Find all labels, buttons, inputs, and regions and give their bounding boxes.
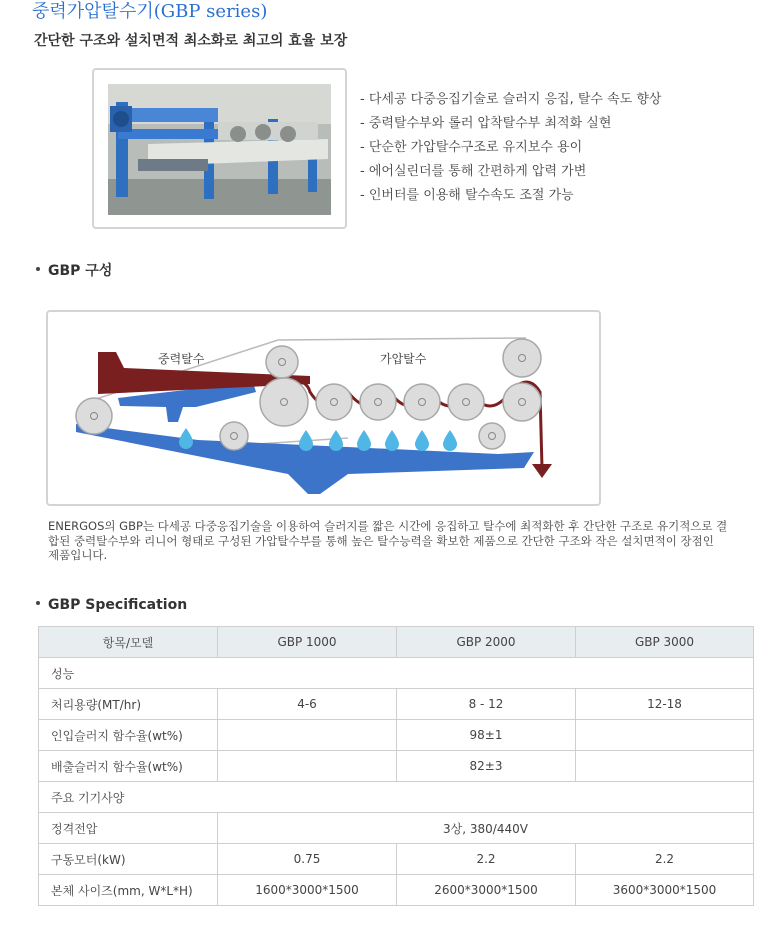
table-cell bbox=[218, 720, 397, 751]
row-label: 인입슬러지 함수율(wt%) bbox=[39, 720, 218, 751]
performance-group-label: 성능 bbox=[39, 658, 754, 689]
bullet-icon bbox=[36, 267, 40, 271]
table-row bbox=[39, 782, 754, 813]
table-cell: 2.2 bbox=[397, 844, 576, 875]
water-drop-icon bbox=[299, 430, 313, 451]
table-row bbox=[39, 875, 754, 906]
discharge-arrow-icon bbox=[532, 464, 552, 478]
column-header: GBP 3000 bbox=[576, 627, 754, 658]
table-cell: 3상, 380/440V bbox=[218, 813, 754, 844]
column-header: 항목/모델 bbox=[39, 627, 218, 658]
water-drop-icon bbox=[329, 430, 343, 451]
product-photo bbox=[108, 84, 331, 215]
feature-item: - 단순한 가압탈수구조로 유지보수 용이 bbox=[360, 140, 583, 155]
table-header-row bbox=[39, 627, 754, 658]
roller-icon bbox=[360, 384, 396, 420]
roller-icon bbox=[479, 423, 505, 449]
table-cell: 8 - 12 bbox=[397, 689, 576, 720]
feature-item: - 중력탈수부와 롤러 압착탈수부 최적화 실현 bbox=[360, 116, 612, 131]
feature-item: - 인버터를 이용해 탈수속도 조절 가능 bbox=[360, 188, 574, 203]
bullet-icon bbox=[36, 601, 40, 605]
water-drop-icon bbox=[179, 428, 193, 449]
page-subtitle: 간단한 구조와 설치면적 최소화로 최고의 효율 보장 bbox=[34, 33, 348, 49]
roller-icon bbox=[404, 384, 440, 420]
table-cell: 1600*3000*1500 bbox=[218, 875, 397, 906]
composition-diagram-frame bbox=[46, 310, 601, 506]
roller-icon bbox=[503, 339, 541, 377]
feature-item: - 다세공 다중응집기술로 슬러지 응집, 탈수 속도 향상 bbox=[360, 92, 662, 107]
water-drop-icon bbox=[385, 430, 399, 451]
spec-table bbox=[38, 626, 754, 906]
table-row bbox=[39, 813, 754, 844]
product-description: ENERGOS의 GBP는 다세공 다중응집기술을 이용하여 슬러지를 짧은 시간에 응집하고 탈수에 최적화한 후 간단한 구조로 유기적으로 결합된 중력탈수부와 리니어 형태로 구성된 가압탈수부를 통해 높은 탈수능력을 확보한 제품으로 간단한 구조와 작은 설치면적이 장점인 제품입니다. bbox=[48, 519, 728, 562]
table-row bbox=[39, 751, 754, 782]
column-header: GBP 2000 bbox=[397, 627, 576, 658]
table-cell: 2600*3000*1500 bbox=[397, 875, 576, 906]
gravity-label: 중력탈수 bbox=[158, 352, 205, 366]
row-label: 본체 사이즈(mm, W*L*H) bbox=[39, 875, 218, 906]
page-title: 중력가압탈수기(GBP series) bbox=[32, 1, 268, 22]
table-cell: 82±3 bbox=[397, 751, 576, 782]
row-label: 처리용량(MT/hr) bbox=[39, 689, 218, 720]
table-cell: 12-18 bbox=[576, 689, 754, 720]
table-cell: 3600*3000*1500 bbox=[576, 875, 754, 906]
feature-list bbox=[360, 88, 661, 208]
roller-icon bbox=[316, 384, 352, 420]
press-label: 가압탈수 bbox=[380, 352, 427, 366]
table-row bbox=[39, 844, 754, 875]
table-cell bbox=[576, 720, 754, 751]
water-drop-icon bbox=[415, 430, 429, 451]
product-photo-illustration bbox=[108, 84, 331, 215]
roller-icon bbox=[266, 346, 298, 378]
composition-diagram bbox=[48, 312, 599, 504]
equipment-group-label: 주요 기기사양 bbox=[39, 782, 754, 813]
table-cell: 4-6 bbox=[218, 689, 397, 720]
composition-heading-text: GBP 구성 bbox=[48, 263, 113, 279]
spec-heading-text: GBP Specification bbox=[48, 597, 188, 613]
table-cell bbox=[576, 751, 754, 782]
roller-icon bbox=[220, 422, 248, 450]
water-drop-icon bbox=[357, 430, 371, 451]
table-row bbox=[39, 689, 754, 720]
row-label: 구동모터(kW) bbox=[39, 844, 218, 875]
table-row bbox=[39, 658, 754, 689]
table-cell: 98±1 bbox=[397, 720, 576, 751]
water-drop-icon bbox=[443, 430, 457, 451]
row-label: 배출슬러지 함수율(wt%) bbox=[39, 751, 218, 782]
table-row bbox=[39, 720, 754, 751]
composition-heading bbox=[36, 260, 112, 280]
table-cell: 0.75 bbox=[218, 844, 397, 875]
feature-item: - 에어실린더를 통해 간편하게 압력 가변 bbox=[360, 164, 587, 179]
row-label: 정격전압 bbox=[39, 813, 218, 844]
table-cell bbox=[218, 751, 397, 782]
spec-heading bbox=[36, 597, 187, 613]
roller-icon bbox=[448, 384, 484, 420]
product-photo-frame bbox=[92, 68, 347, 229]
table-cell: 2.2 bbox=[576, 844, 754, 875]
roller-icon bbox=[76, 398, 112, 434]
roller-icon bbox=[503, 383, 541, 421]
roller-icon bbox=[260, 378, 308, 426]
column-header: GBP 1000 bbox=[218, 627, 397, 658]
